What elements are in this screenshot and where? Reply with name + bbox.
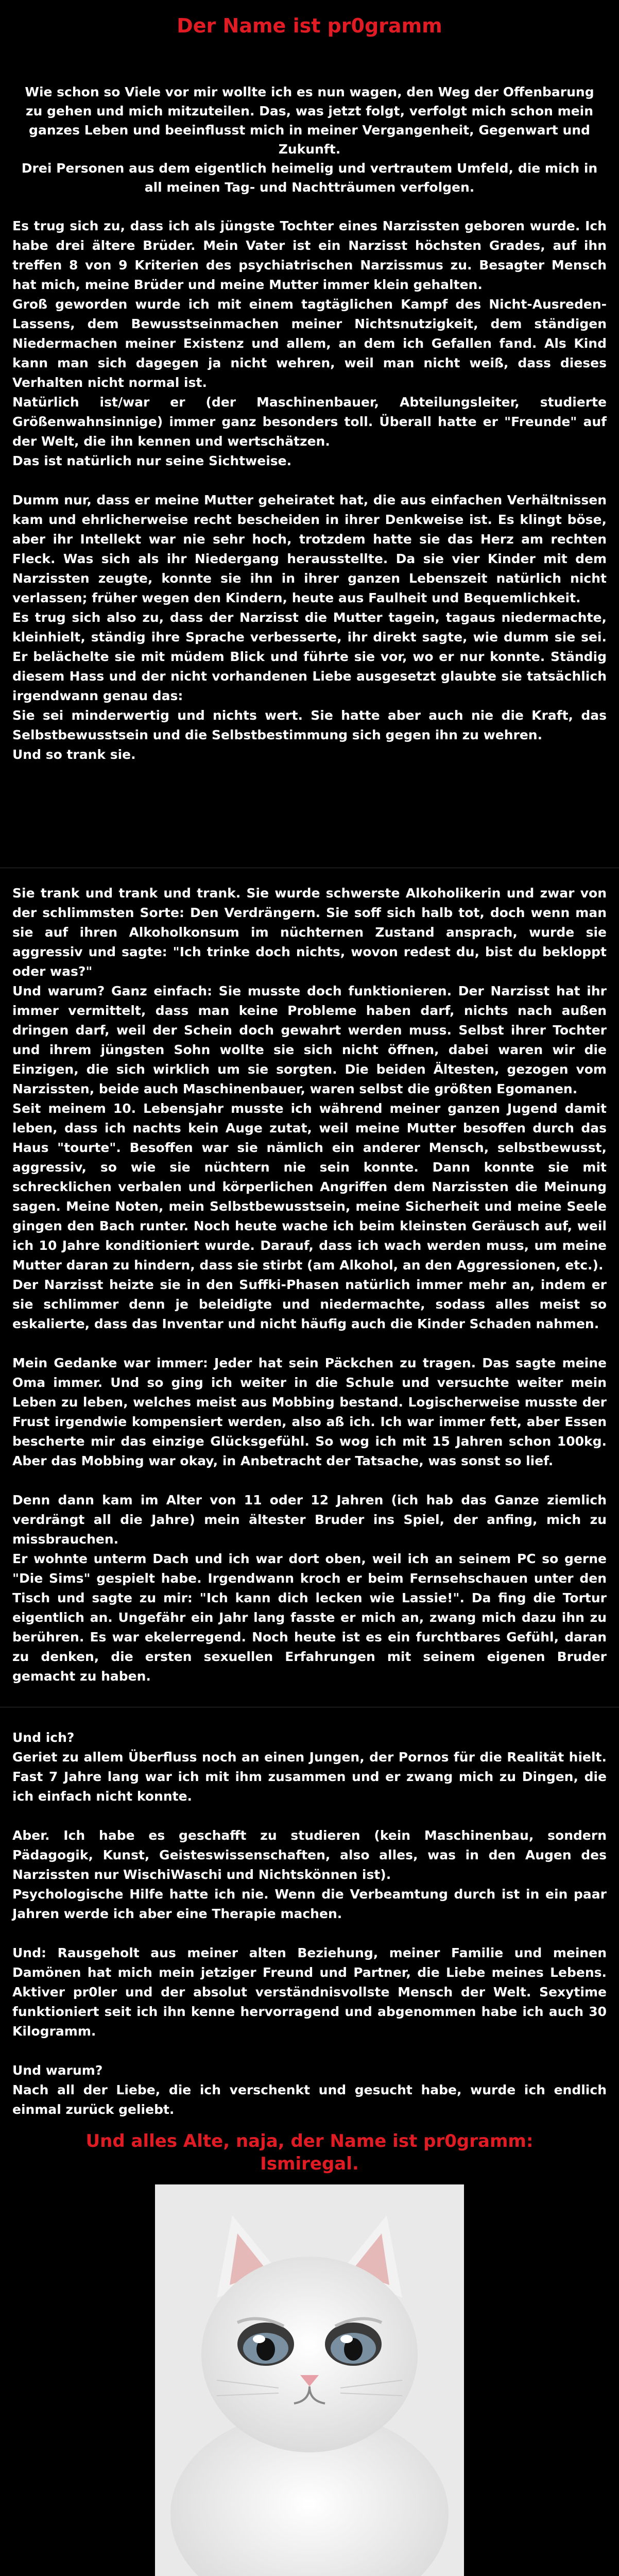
closing-heading xyxy=(0,2130,619,2175)
story-paragraph: Groß geworden wurde ich mit einem tagtäglichen Kampf des Nicht-Ausreden-Lassens, dem Bewusstseinmachen meiner Nichtsnutzigkeit, dem ständigen Niedermachen meiner Existenz und allem, an dem ich Gefallen fand. Als Kind kann man sich dagegen ja nicht wehren, weil man nicht weiß, dass dieses Verhalten nicht normal ist. xyxy=(12,297,607,390)
story-paragraph: Geriet zu allem Überfluss noch an einen Jungen, der Pornos für die Realität hielt. Fast 7 Jahre lang war ich mit ihm zusammen und er zwang mich zu Dingen, die ich einfach nicht konnte. xyxy=(12,1750,607,1804)
story-paragraph: Sie sei minderwertig und nichts wert. Sie hatte aber auch nie die Kraft, das Selbstbewusstsein und die Selbstbestimmung sich gegen ihn zu wehren. xyxy=(12,708,607,742)
story-paragraph: Und so trank sie. xyxy=(12,747,136,762)
closing-line: Und alles Alte, naja, der Name ist pr0gramm: xyxy=(85,2131,534,2151)
story-section-8 xyxy=(0,1943,619,2041)
story-paragraph: Natürlich ist/war er (der Maschinenbauer, Abteilungsleiter, studierte Größenwahnsinnige) immer ganz besonders toll. Überall hatte er "Freunde" auf der Welt, die ihn kennen und wertschätzen. xyxy=(12,395,607,449)
story-paragraph: Und: Rausgeholt aus meiner alten Beziehung, meiner Familie und meinen Damönen hat mich mein jetziger Freund und Partner, die Liebe meines Lebens. Aktiver pr0ler und der absolut verständnisvollste Mensch der Welt. Sexytime funktioniert seit ich ihn kenne hervorragend und abgenommen habe ich auch 30 Kilogramm. xyxy=(12,1945,607,2039)
story-section-3 xyxy=(0,884,619,1334)
story-paragraph: Psychologische Hilfe hatte ich nie. Wenn die Verbeamtung durch ist in ein paar Jahren werde ich aber eine Therapie machen. xyxy=(12,1887,607,1921)
story-paragraph: Und ich? xyxy=(12,1730,75,1745)
intro-block xyxy=(0,82,619,197)
story-section-2 xyxy=(0,490,619,765)
story-paragraph: Sie trank und trank und trank. Sie wurde schwerste Alkoholikerin und zwar von der schlimmsten Sorte: Den Verdrängern. Sie soff sich halb tot, doch wenn man sie auf ihren Alkoholkonsum im nüchternen Zustand ansprach, wurde sie aggressiv und sagte: "Ich trinke doch nichts, wovon redest du, bist du bekloppt oder was?" xyxy=(12,886,607,979)
story-paragraph: Mein Gedanke war immer: Jeder hat sein Päckchen zu tragen. Das sagte meine Oma immer. Und so ging ich weiter in die Schule und versuchte weiter mein Leben zu leben, welches meist aus Mobbing bestand. Logischerweise musste der Frust irgendwie kompensiert werden, also aß ich. Ich war immer fett, aber Essen bescherte mir das einzige Glücksgefühl. So wog ich mit 15 Jahren schon 100kg. Aber das Mobbing war okay, in Anbetracht der Tatsache, was sonst so lief. xyxy=(12,1355,607,1468)
intro-paragraph: Wie schon so Viele vor mir wollte ich es nun wagen, den Weg der Offenbarung zu gehen und mich mitzuteilen. Das, was jetzt folgt, verfolgt mich schon mein ganzes Leben und beeinflusst mich in meiner Vergangenheit, Gegenwart und Zukunft. xyxy=(25,84,594,157)
intro-paragraph: Drei Personen aus dem eigentlich heimelig und vertrautem Umfeld, die mich in all meinen Tag- und Nachtträumen verfolgen. xyxy=(21,161,598,195)
story-section-6 xyxy=(0,1728,619,1806)
closing-line: Ismiregal. xyxy=(260,2154,359,2174)
story-paragraph: Der Narzisst heizte sie in den Suffki-Phasen natürlich immer mehr an, indem er sie schlimmer denn je beleidigte und niedermachte, sodass alles meist so eskalierte, dass das Inventar und nicht häufig auch die Kinder Schaden nahmen. xyxy=(12,1277,607,1331)
story-paragraph: Aber. Ich habe es geschafft zu studieren (kein Maschinenbau, sondern Pädagogik, Kunst, Geisteswissenschaften, also alles, was in den Augen des Narzissten nur WischiWaschi und Nichtskönnen ist). xyxy=(12,1828,607,1882)
story-section-9 xyxy=(0,2061,619,2120)
story-paragraph: Es trug sich also zu, dass der Narzisst die Mutter tagein, tagaus niedermachte, kleinhielt, ständig ihre Sprache verbesserte, ihr direkt sagte, wie dumm sie sei. Er belächelte sie mit müdem Blick und führte sie vor, wo er nur konnte. Ständig diesem Hass und der nicht vorhandenen Liebe ausgesetzt glaubte sie tatsächlich irgendwann genau das: xyxy=(12,610,607,703)
story-paragraph: Es trug sich zu, dass ich als jüngste Tochter eines Narzissten geboren wurde. Ich habe drei ältere Brüder. Mein Vater ist ein Narzisst höchsten Grades, auf ihn treffen 8 von 9 Kriterien des psychiatrischen Narzissmus zu. Besagter Mensch hat mich, meine Brüder und meine Mutter immer klein gehalten. xyxy=(12,218,607,292)
story-paragraph: Und warum? Ganz einfach: Sie musste doch funktionieren. Der Narzisst hat ihr immer vermittelt, dass man keine Probleme haben darf, nichts nach außen dringen darf, weil der Schein doch gewahrt werden muss. Selbst ihrer Tochter und ihrem jüngsten Sohn wollte sie sich nicht öffnen, dabei waren wir die Einzigen, die sich wirklich um sie sorgten. Die beiden Ältesten, gezogen vom Narzissten, beide auch Maschinenbauer, waren selbst die größten Egomanen. xyxy=(12,984,607,1096)
story-section-5 xyxy=(0,1490,619,1686)
story-paragraph: Seit meinem 10. Lebensjahr musste ich während meiner ganzen Jugend damit leben, dass ich nachts kein Auge zutat, weil meine Mutter besoffen durch das Haus "tourte". Besoffen war sie nämlich ein anderer Mensch, selbstbewusst, aggressiv, so wie sie nüchtern nie sein konnte. Dann konnte sie mit schrecklichen verbalen und körperlichen Angriffen dem Narzissten die Meinung sagen. Meine Noten, mein Selbstbewusstsein, meine Sicherheit und meine Seele gingen den Bach runter. Noch heute wache ich beim kleinsten Geräusch auf, weil ich 10 Jahre konditioniert wurde. Darauf, dass ich wach werden muss, um meine Mutter daran zu hindern, dass sie stirbt (am Alkohol, an den Aggressionen, etc.). xyxy=(12,1101,607,1273)
story-paragraph: Das ist natürlich nur seine Sichtweise. xyxy=(12,453,292,468)
story-paragraph: Denn dann kam im Alter von 11 oder 12 Jahren (ich hab das Ganze ziemlich verdrängt all die Jahre) mein ältester Bruder ins Spiel, der anfing, mich zu missbrauchen. xyxy=(12,1493,607,1547)
crying-cat-image xyxy=(155,2184,464,2576)
story-section-1 xyxy=(0,216,619,471)
story-paragraph: Dumm nur, dass er meine Mutter geheiratet hat, die aus einfachen Verhältnissen kam und ehrlicherweise recht bescheiden in ihrer Denkweise ist. Es klingt böse, aber ihr Intellekt war nie sehr hoch, trotzdem hatte sie das Herz am rechten Fleck. Was sich als ihr Niedergang herausstellte. Da sie vier Kinder mit dem Narzissten zeugte, konnte sie ihn in ihrer ganzen Lebenszeit natürlich nicht verlassen; früher wegen den Kindern, heute aus Faulheit und Bequemlichkeit. xyxy=(12,493,607,605)
story-paragraph: Er wohnte unterm Dach und ich war dort oben, weil ich an seinem PC so gerne "Die Sims" gespielt habe. Irgendwann kroch er beim Fernsehschauen unter den Tisch und sagte zu mir: "Ich kann dich lecken wie Lassie!". Da fing die Tortur eigentlich an. Ungefähr ein Jahr lang fasste er mich an, zwang mich dazu ihn zu berühren. Es war ekelerregend. Noch heute ist es ein furchtbares Gefühl, daran zu denken, die ersten sexuellen Erfahrungen mit seinem eigenen Bruder gemacht zu haben. xyxy=(12,1551,607,1684)
story-section-4 xyxy=(0,1353,619,1471)
story-paragraph: Nach all der Liebe, die ich verschenkt und gesucht habe, wurde ich endlich einmal zurück geliebt. xyxy=(12,2082,607,2117)
story-paragraph: Und warum? xyxy=(12,2063,103,2078)
crying-cat-icon xyxy=(155,2184,464,2576)
story-section-7 xyxy=(0,1826,619,1924)
page-title: Der Name ist pr0gramm xyxy=(177,14,442,37)
